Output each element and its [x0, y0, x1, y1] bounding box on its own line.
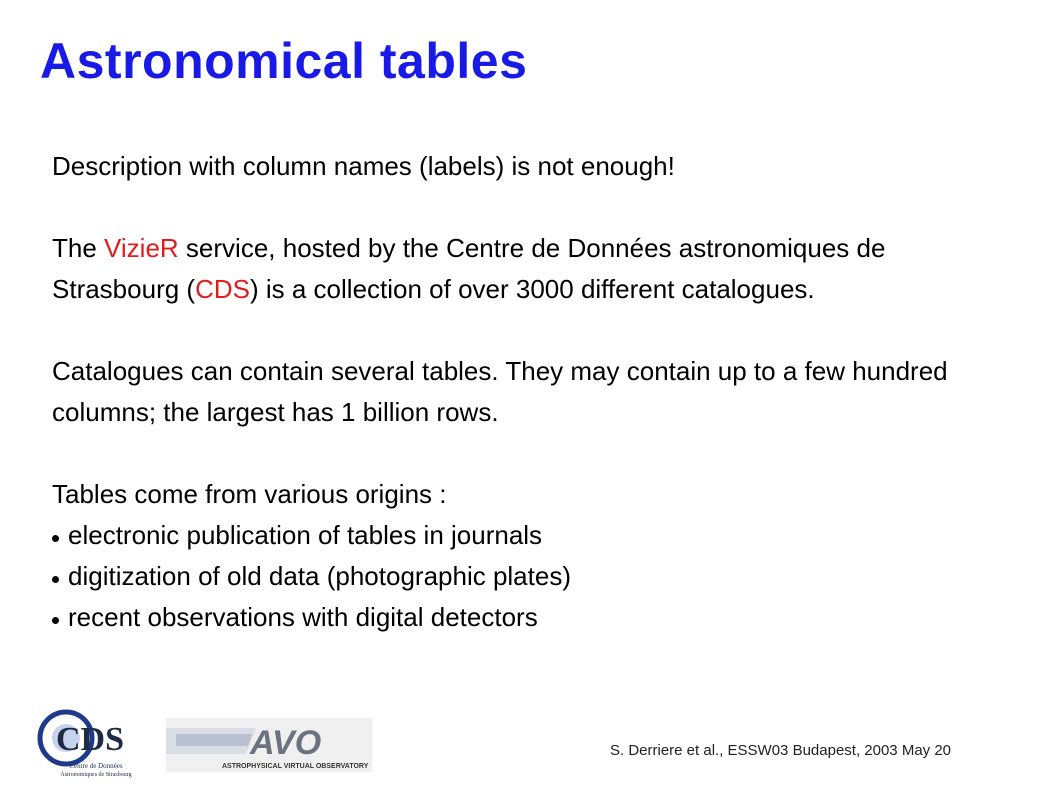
list-item-text: recent observations with digital detectors: [68, 602, 538, 632]
cds-logo-sub1: Centre de Données: [69, 762, 123, 770]
intro-paragraph: Description with column names (labels) is not enough!: [52, 151, 675, 181]
list-item: [52, 556, 1012, 597]
bullet-icon: [52, 617, 59, 624]
slide-footer: S. Derriere et al., ESSW03 Budapest, 2003 May 20: [610, 742, 952, 759]
avo-logo-sub: ASTROPHYSICAL VIRTUAL OBSERVATORY: [222, 763, 369, 770]
vizier-post-text: ) is a collection of over 3000 different catalogues.: [249, 274, 815, 304]
origins-intro: Tables come from various origins :: [52, 479, 447, 509]
list-item-text: digitization of old data (photographic plates): [68, 561, 571, 591]
bullet-icon: [52, 576, 59, 583]
bullet-icon: [52, 535, 59, 542]
avo-logo-streak-inner: [176, 734, 252, 746]
vizier-pre-text: The: [52, 233, 105, 263]
cds-logo: [36, 704, 156, 778]
cds-logo-sub2: Astronomiques de Strasbourg: [60, 772, 132, 778]
slide-title: Astronomical tables: [40, 33, 528, 89]
vizier-paragraph: [52, 228, 1012, 310]
cds-logo-mark: CDS: [56, 721, 125, 758]
origins-list: [52, 515, 1012, 638]
avo-logo-mark: AVO: [250, 724, 322, 762]
list-item: [52, 515, 1012, 556]
list-item: [52, 597, 1012, 638]
catalogues-paragraph: Catalogues can contain several tables. They may contain up to a few hundred columns; the largest has 1 billion rows.: [52, 356, 948, 427]
vizier-mid-text: service, hosted by the Centre de Données astronomiques de Strasbourg (: [52, 233, 886, 304]
slide-body: [52, 146, 1012, 638]
avo-logo: [166, 718, 372, 772]
vizier-highlight: VizieR: [104, 233, 179, 263]
list-item-text: electronic publication of tables in journals: [68, 520, 543, 550]
cds-highlight: CDS: [195, 274, 250, 304]
